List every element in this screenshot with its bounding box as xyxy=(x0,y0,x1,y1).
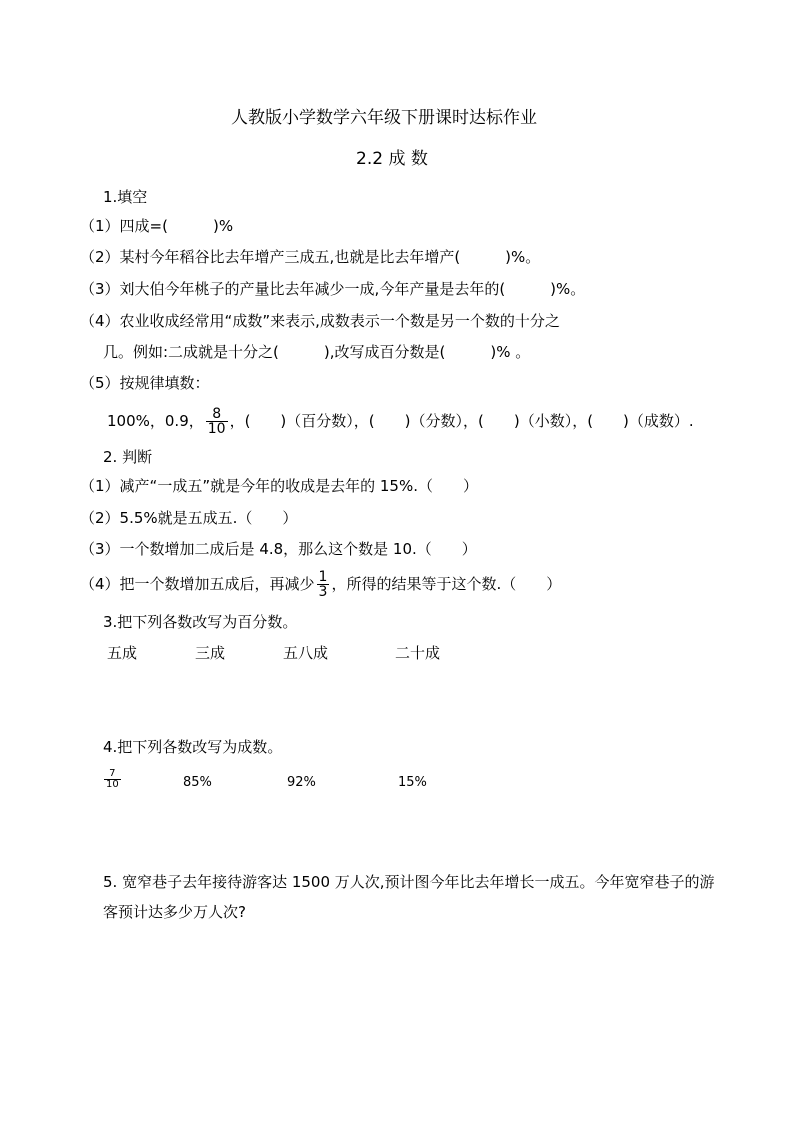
q2-item-4-start: （4）把一个数增加五成后，再减少 xyxy=(80,575,315,593)
q3-item-2: 三成 xyxy=(195,644,226,662)
q4-item-1: 85% xyxy=(183,775,212,790)
q2-item-3: （3）一个数增加二成后是 4.8，那么这个数是 10.（ ） xyxy=(80,540,477,558)
q1-item-2: （2）某村今年稻谷比去年增产三成五,也就是比去年增产( )%。 xyxy=(80,248,541,266)
q2-item-1: （1）减产“一成五”就是今年的收成是去年的 15%.（ ） xyxy=(80,477,478,495)
sequence-blanks: ，( )（百分数），( )（分数），( )（小数），( )（成数）. xyxy=(229,412,694,430)
q2-item-4-end: ，所得的结果等于这个数.（ ） xyxy=(331,575,562,593)
q1-heading: 1.填空 xyxy=(103,188,148,206)
q3-heading: 3.把下列各数改写为百分数。 xyxy=(103,613,298,631)
page-title: 人教版小学数学六年级下册课时达标作业 xyxy=(231,108,537,128)
q1-item-5: （5）按规律填数： xyxy=(80,374,210,392)
page-subtitle: 2.2 成 数 xyxy=(356,149,428,169)
q4-item-2: 92% xyxy=(287,775,316,790)
q4-heading: 4.把下列各数改写为成数。 xyxy=(103,738,283,756)
fraction-one-third: $\frac{1}{3}$ xyxy=(318,569,328,600)
q3-item-1: 五成 xyxy=(107,644,138,662)
sequence-start: 100%，0.9， xyxy=(107,412,204,430)
q1-item-4-line-1: （4）农业收成经常用“成数”来表示,成数表示一个数是另一个数的十分之 xyxy=(80,312,560,330)
q1-item-1: （1）四成=( )% xyxy=(80,217,234,235)
q4-item-3: 15% xyxy=(398,775,427,790)
q1-item-4-line-2: 几。例如:二成就是十分之( ),改写成百分数是( )% 。 xyxy=(103,343,531,361)
q1-item-3: （3）刘大伯今年桃子的产量比去年减少一成,今年产量是去年的( )%。 xyxy=(80,280,586,298)
q5-line-2: 客预计达多少万人次? xyxy=(103,903,246,921)
q3-item-3: 五八成 xyxy=(283,644,329,662)
q2-heading: 2. 判断 xyxy=(103,448,153,466)
q5-line-1: 5. 宽窄巷子去年接待游客达 1500 万人次,预计图今年比去年增长一成五。今年宽窄巷子的游 xyxy=(103,873,715,891)
q4-fraction-seven-tenths: $\frac{7}{10}$ xyxy=(106,768,119,790)
q3-item-4: 二十成 xyxy=(395,644,441,662)
q2-item-4 xyxy=(80,570,561,599)
fraction-eight-tenths: $\frac{8}{10}$ xyxy=(207,406,226,437)
q1-item-5-sequence xyxy=(107,407,694,436)
q2-item-2: （2）5.5%就是五成五.（ ） xyxy=(80,509,298,527)
